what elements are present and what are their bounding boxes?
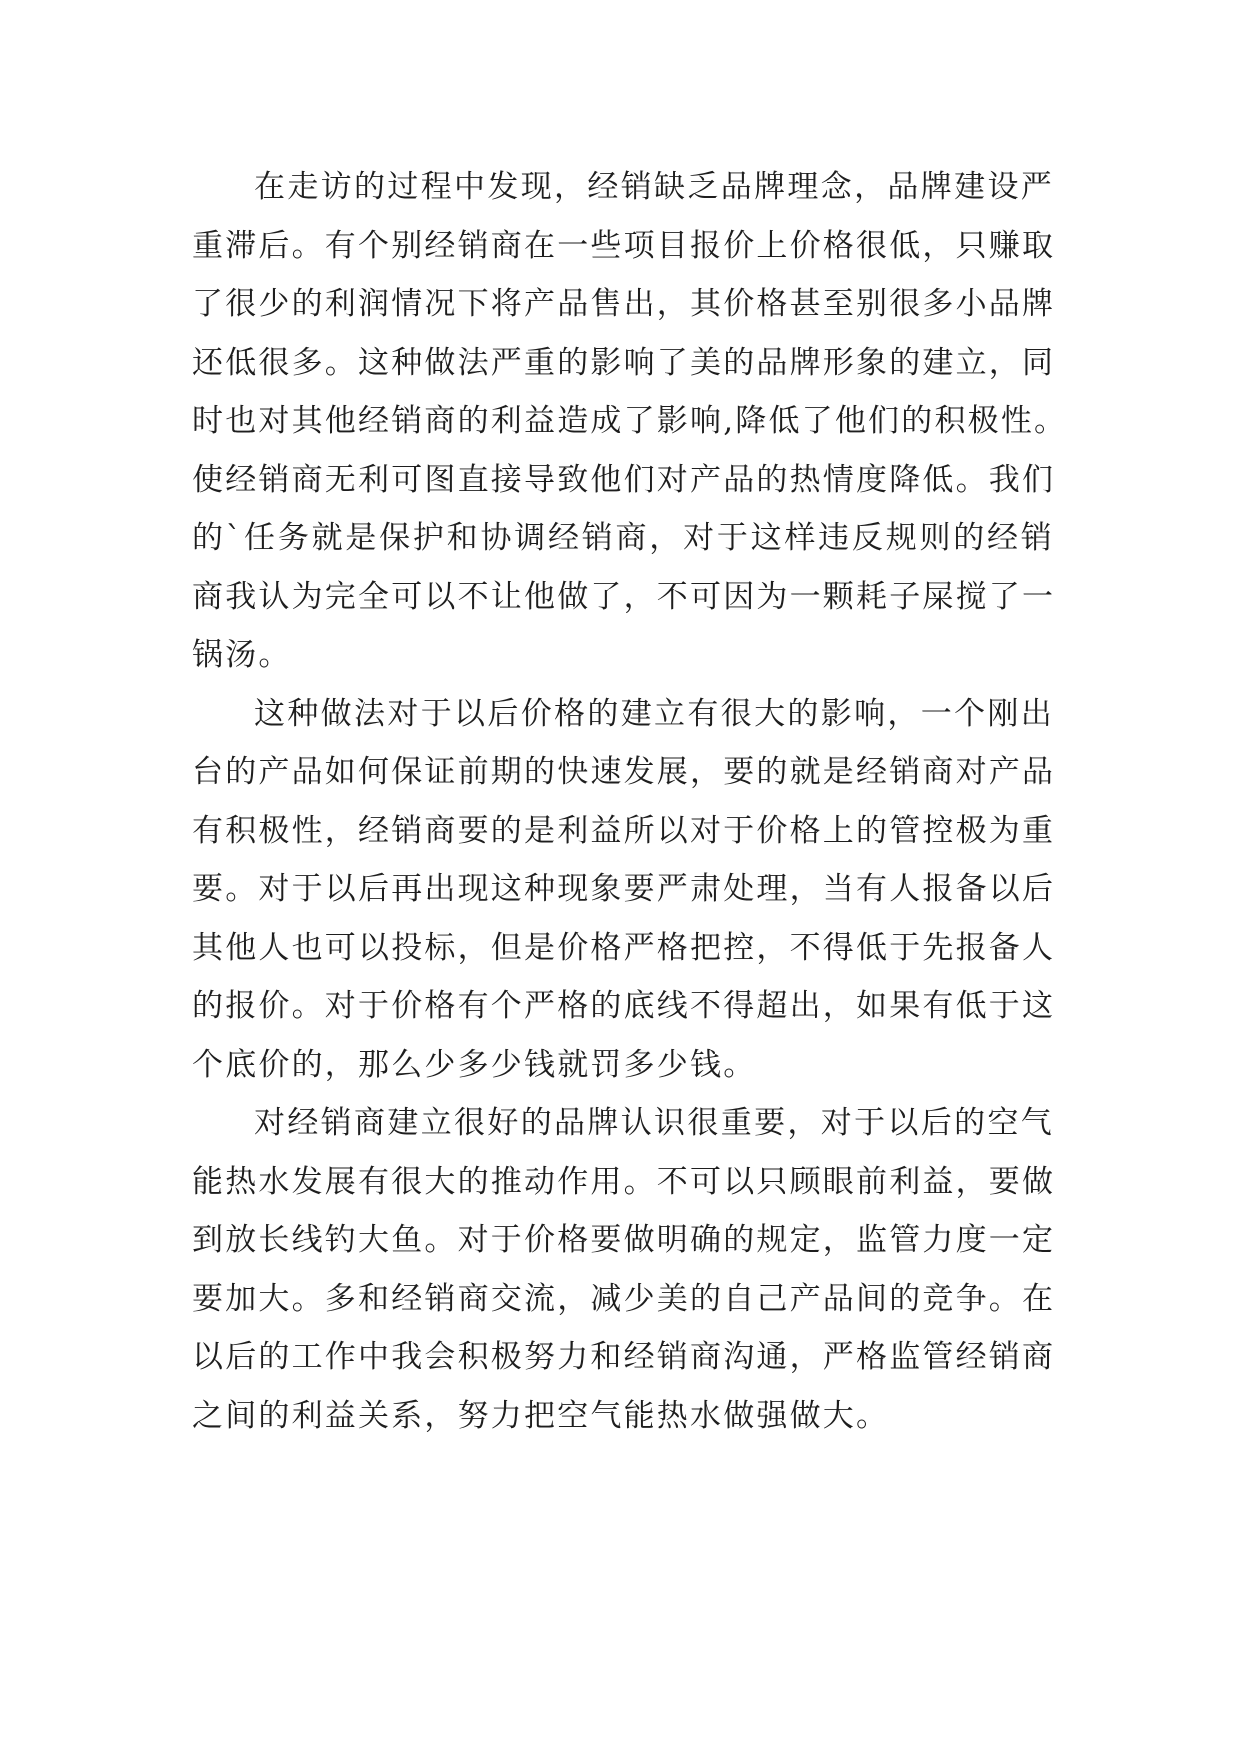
text-line: 商我认为完全可以不让他做了，不可因为一颗耗子屎搅了一 <box>192 578 1056 615</box>
text-line: 要。对于以后再出现这种现象要严肃处理，当有人报备以后 <box>192 871 1056 907</box>
text-line: 重滞后。有个别经销商在一些项目报价上价格很低，只赚取 <box>192 227 1056 264</box>
text-line: 之间的利益关系，努力把空气能热水做强做大。 <box>192 1397 890 1434</box>
text-line: 的报价。对于价格有个严格的底线不得超出，如果有低于这 <box>192 988 1056 1024</box>
text-line: 的`任务就是保护和协调经销商，对于这样违反规则的经销 <box>192 520 1054 556</box>
text-line: 时也对其他经销商的利益造成了影响,降低了他们的积极性。 <box>192 403 1068 439</box>
text-line: 对经销商建立很好的品牌认识很重要，对于以后的空气 <box>254 1105 1054 1141</box>
text-line: 了很少的利润情况下将产品售出，其价格甚至别很多小品牌 <box>192 286 1056 322</box>
paragraph-3 <box>192 1094 1054 1445</box>
text-line: 其他人也可以投标，但是价格严格把控，不得低于先报备人 <box>192 929 1056 966</box>
text-line: 还低很多。这种做法严重的影响了美的品牌形象的建立，同 <box>192 344 1056 381</box>
text-line: 能热水发展有很大的推动作用。不可以只顾眼前利益，要做 <box>192 1163 1056 1200</box>
text-line: 到放长线钓大鱼。对于价格要做明确的规定，监管力度一定 <box>192 1222 1056 1258</box>
text-line: 台的产品如何保证前期的快速发展，要的就是经销商对产品 <box>192 754 1056 790</box>
paragraph-2 <box>192 685 1054 1095</box>
text-line: 使经销商无利可图直接导致他们对产品的热情度降低。我们 <box>192 461 1056 498</box>
paragraph-1 <box>192 158 1068 685</box>
text-line: 有积极性，经销商要的是利益所以对于价格上的管控极为重 <box>192 812 1056 849</box>
document-body <box>192 158 1068 1445</box>
text-line: 在走访的过程中发现，经销缺乏品牌理念，品牌建设严 <box>254 169 1054 205</box>
text-line: 这种做法对于以后价格的建立有很大的影响，一个刚出 <box>254 695 1054 732</box>
text-line: 要加大。多和经销商交流，减少美的自己产品间的竞争。在 <box>192 1280 1056 1317</box>
text-line: 以后的工作中我会积极努力和经销商沟通，严格监管经销商 <box>192 1339 1056 1375</box>
text-line: 锅汤。 <box>192 637 292 673</box>
text-line: 个底价的，那么少多少钱就罚多少钱。 <box>192 1046 757 1083</box>
